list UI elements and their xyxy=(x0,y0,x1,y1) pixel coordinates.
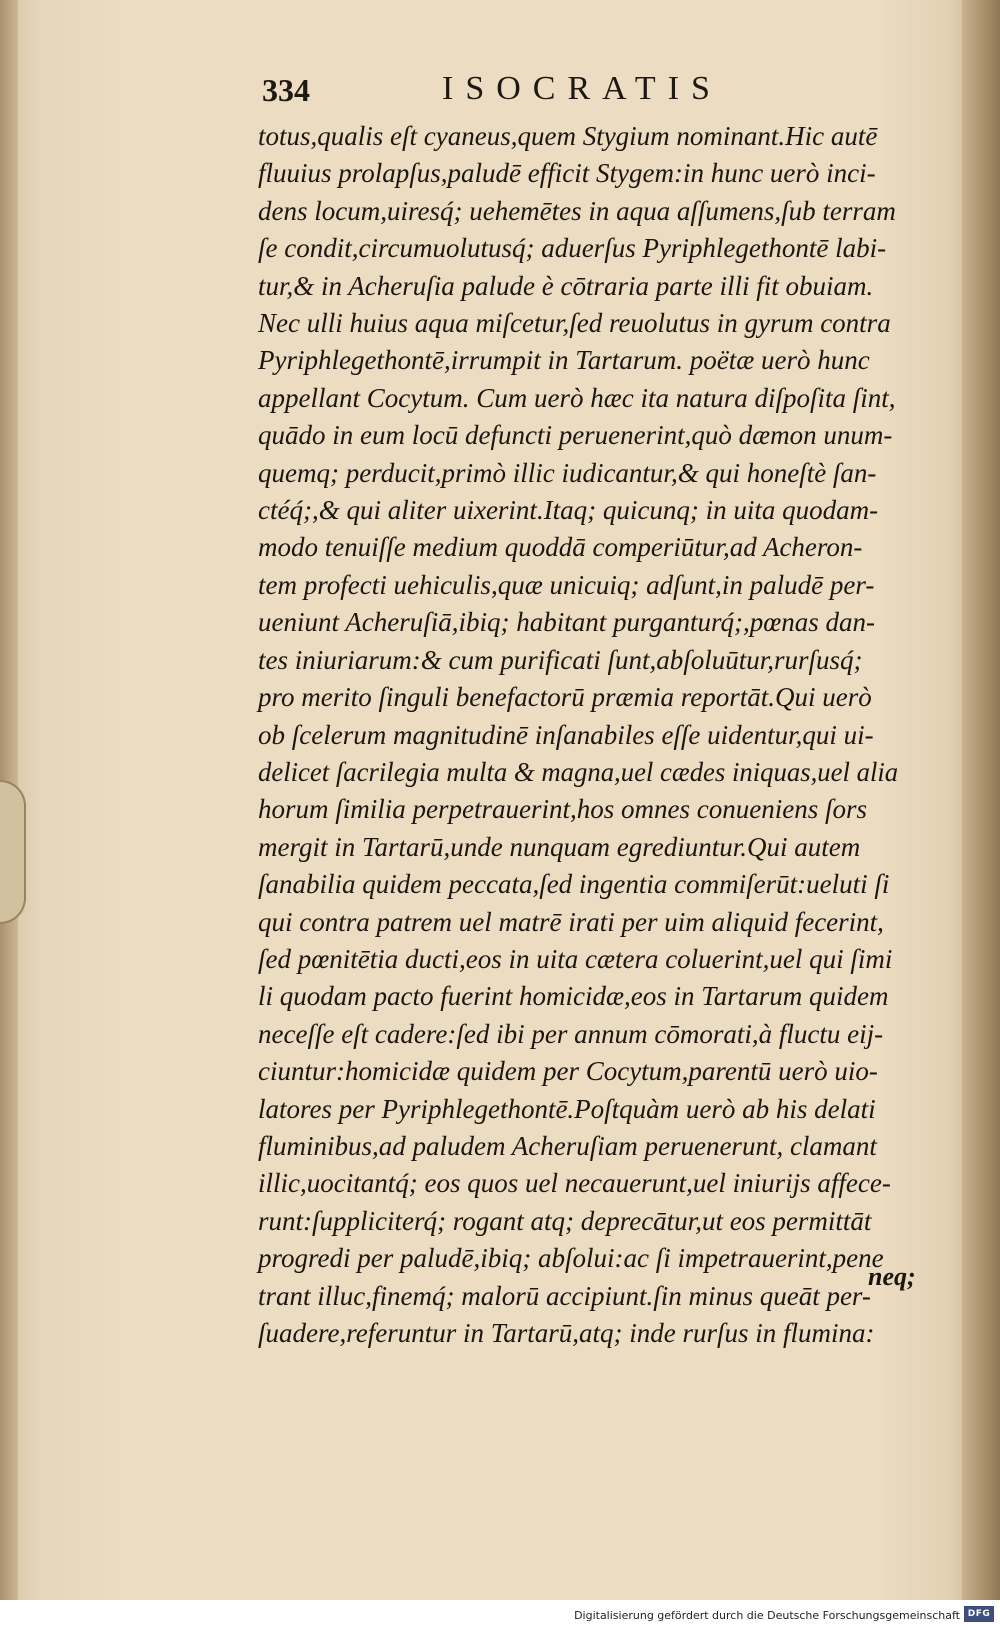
text-line: delicet ſacrilegia multa & magna,uel cædes iniquas,uel alia xyxy=(258,756,899,787)
text-line: runt:ſuppliciterq́; rogant atq; deprecātur,ut eos permittāt xyxy=(258,1205,872,1236)
text-line: ob ſcelerum magnitudinē inſanabiles eſſe uidentur,qui ui- xyxy=(258,719,874,750)
facing-page-edge xyxy=(962,0,1000,1600)
text-line: ſanabilia quidem peccata,ſed ingentia commiſerūt:ueluti ſi xyxy=(258,869,890,900)
text-line: ſuadere,referuntur in Tartarū,atq; inde rurſus in flumina: xyxy=(258,1318,875,1348)
text-line: li quodam pacto fuerint homicidæ,eos in Tartarum quidem xyxy=(258,981,889,1012)
text-line: modo tenuiſſe medium quoddā comperiūtur,ad Acheron- xyxy=(258,532,863,563)
running-title: ISOCRATIS xyxy=(442,70,722,107)
text-line: illic,uocitantq́; eos quos uel necauerunt,uel iniurijs affece- xyxy=(258,1168,891,1199)
body-text xyxy=(258,118,898,1352)
digitization-credit: Digitalisierung gefördert durch die Deutsche Forschungsgemeinschaft xyxy=(574,1609,960,1622)
text-line: neceſſe eſt cadere:ſed ibi per annum cōmorati,à fluctu eij- xyxy=(258,1018,884,1049)
catchword: neq; xyxy=(868,1262,916,1291)
text-line: pro merito ſinguli benefactorū præmia reportāt.Qui uerò xyxy=(258,682,872,713)
running-header xyxy=(262,70,882,114)
page-number: 334 xyxy=(262,72,310,108)
text-line: Pyriphlegethontē,irrumpit in Tartarum. poëtæ uerò hunc xyxy=(258,345,870,376)
text-line: fluminibus,ad paludem Acheruſiam peruenerunt, clamant xyxy=(258,1130,877,1161)
text-line: mergit in Tartarū,unde nunquam egrediuntur.Qui autem xyxy=(258,831,861,862)
text-line: horum ſimilia perpetrauerint,hos omnes conueniens ſors xyxy=(258,794,867,825)
text-line: ſed pœnitētia ducti,eos in uita cætera coluerint,uel qui ſimi xyxy=(258,943,893,974)
text-line: ſe condit,circumuolutusq́; aduerſus Pyriphlegethontē labi- xyxy=(258,233,887,264)
text-line: tem profecti uehiculis,quæ unicuiq; adſunt,in paludē per- xyxy=(258,569,875,600)
text-line: qui contra patrem uel matrē irati per uim aliquid fecerint, xyxy=(258,906,884,937)
page-tab-cutout xyxy=(0,780,26,924)
text-line: quemq; perducit,primò illic iudicantur,& qui honeſtè ſan- xyxy=(258,457,877,488)
text-line: ctéq́;,& qui aliter uixerint.Itaq; quicunq; in uita quodam- xyxy=(258,495,879,526)
text-line: tes iniuriarum:& cum purificati ſunt,abſoluūtur,rurſusq́; xyxy=(258,644,863,675)
text-line: tur,& in Acheruſia palude è cōtraria parte illi fit obuiam. xyxy=(258,270,874,301)
text-line: Nec ulli huius aqua miſcetur,ſed reuolutus in gyrum contra xyxy=(258,308,891,339)
text-line: trant illuc,finemq́; malorū accipiunt.ſin minus queāt per- xyxy=(258,1280,871,1311)
dfg-logo: DFG xyxy=(964,1606,994,1622)
text-line: totus,qualis eſt cyaneus,quem Stygium nominant.Hic autē xyxy=(258,121,878,151)
text-line: quādo in eum locū defuncti peruenerint,quò dæmon unum- xyxy=(258,420,893,451)
text-line: fluuius prolapſus,paludē efficit Stygem:in hunc uerò inci- xyxy=(258,158,876,189)
text-line: latores per Pyriphlegethontē.Poſtquàm uerò ab his delati xyxy=(258,1093,876,1124)
text-line: dens locum,uiresq́; uehemētes in aqua aſſumens,ſub terram xyxy=(258,195,896,226)
text-line: ueniunt Acheruſiā,ibiq; habitant purganturq́;,pœnas dan- xyxy=(258,607,875,638)
text-line: progredi per paludē,ibiq; abſolui:ac ſi impetrauerint,pene xyxy=(258,1243,884,1274)
text-line: appellant Cocytum. Cum uerò hæc ita natura diſpoſita ſint, xyxy=(258,382,896,413)
text-line: ciuntur:homicidæ quidem per Cocytum,parentū uerò uio- xyxy=(258,1056,878,1087)
